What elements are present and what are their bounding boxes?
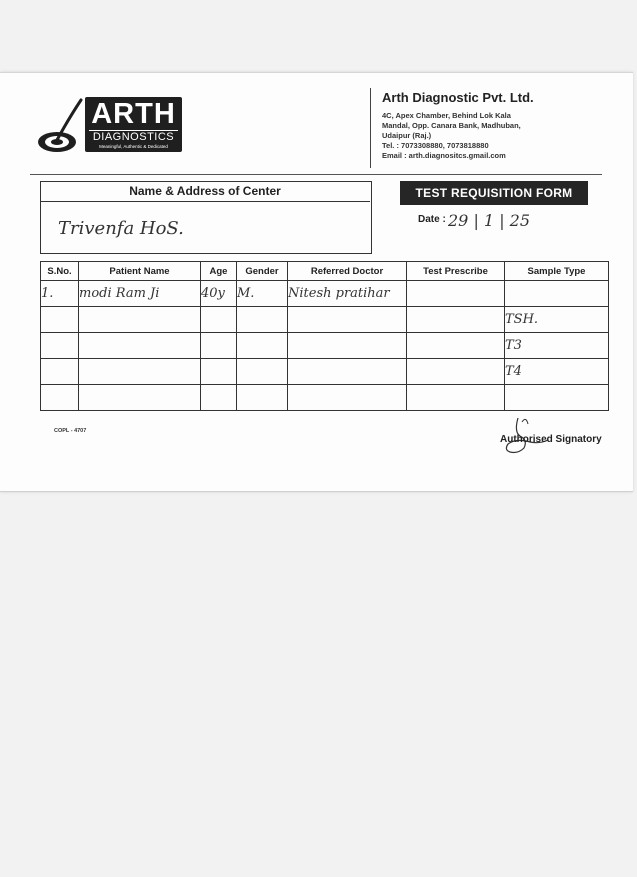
cell-test-prescribe <box>407 333 505 359</box>
cell-test-prescribe <box>407 281 505 307</box>
cell-age <box>201 333 237 359</box>
header-rule <box>30 174 602 175</box>
cell-referred-doctor <box>288 385 407 411</box>
cell-test-prescribe <box>407 307 505 333</box>
authorised-signatory-label: Authorised Signatory <box>500 434 602 445</box>
cell-gender <box>237 333 288 359</box>
logo-tagline: Meaningful, Authentic & Dedicated <box>99 144 168 149</box>
cell-age <box>201 385 237 411</box>
company-name: Arth Diagnostic Pvt. Ltd. <box>382 90 534 105</box>
header-patient-name: Patient Name <box>79 262 201 281</box>
header-divider <box>370 88 371 168</box>
cell-sample-type <box>505 385 609 411</box>
cell-sample-type <box>505 281 609 307</box>
header-gender: Gender <box>237 262 288 281</box>
cell-test-prescribe <box>407 359 505 385</box>
company-email: Email : arth.diagnositcs.gmail.com <box>382 151 506 160</box>
header-age: Age <box>201 262 237 281</box>
logo-subtitle: DIAGNOSTICS <box>89 130 178 143</box>
cell-gender: M. <box>237 281 288 307</box>
date-label: Date : <box>418 214 446 225</box>
cell-sno: 1. <box>41 281 79 307</box>
table-row <box>41 307 609 333</box>
cell-patient-name <box>79 333 201 359</box>
header-test-prescribe: Test Prescribe <box>407 262 505 281</box>
cell-age <box>201 307 237 333</box>
cell-patient-name <box>79 385 201 411</box>
target-logo-icon <box>37 96 85 156</box>
cell-sample-type: TSH. <box>505 307 609 333</box>
header-sno: S.No. <box>41 262 79 281</box>
center-box-title: Name & Address of Center <box>40 181 370 202</box>
cell-referred-doctor <box>288 333 407 359</box>
table-header-row <box>41 262 609 281</box>
cell-gender <box>237 307 288 333</box>
company-address-line: 4C, Apex Chamber, Behind Lok Kala <box>382 111 511 120</box>
date-handwritten: 29 | 1 | 25 <box>448 211 531 230</box>
cell-referred-doctor <box>288 359 407 385</box>
center-name-handwritten: Trivenfa HoS. <box>58 218 184 239</box>
header-referred-doctor: Referred Doctor <box>288 262 407 281</box>
cell-referred-doctor <box>288 307 407 333</box>
cell-referred-doctor: Nitesh pratihar <box>288 281 407 307</box>
form-code: COPL - 4707 <box>54 428 87 434</box>
cell-sno <box>41 333 79 359</box>
form-title: TEST REQUISITION FORM <box>400 181 588 205</box>
patient-test-table <box>40 261 609 411</box>
cell-age: 40y <box>201 281 237 307</box>
cell-patient-name <box>79 307 201 333</box>
cell-sno <box>41 385 79 411</box>
logo-word: ARTH <box>91 98 176 130</box>
cell-sample-type: T4 <box>505 359 609 385</box>
cell-patient-name <box>79 359 201 385</box>
table-row <box>41 359 609 385</box>
table-row <box>41 281 609 307</box>
company-address-line: Mandal, Opp. Canara Bank, Madhuban, <box>382 121 521 130</box>
company-address-line: Udaipur (Raj.) <box>382 131 432 140</box>
cell-sample-type: T3 <box>505 333 609 359</box>
table-row <box>41 385 609 411</box>
cell-sno <box>41 307 79 333</box>
header-sample-type: Sample Type <box>505 262 609 281</box>
cell-gender <box>237 385 288 411</box>
cell-sno <box>41 359 79 385</box>
cell-gender <box>237 359 288 385</box>
cell-age <box>201 359 237 385</box>
table-row <box>41 333 609 359</box>
brand-logo <box>85 97 182 152</box>
cell-patient-name: modi Ram Ji <box>79 281 201 307</box>
cell-test-prescribe <box>407 385 505 411</box>
company-phone: Tel. : 7073308880, 7073818880 <box>382 141 489 150</box>
